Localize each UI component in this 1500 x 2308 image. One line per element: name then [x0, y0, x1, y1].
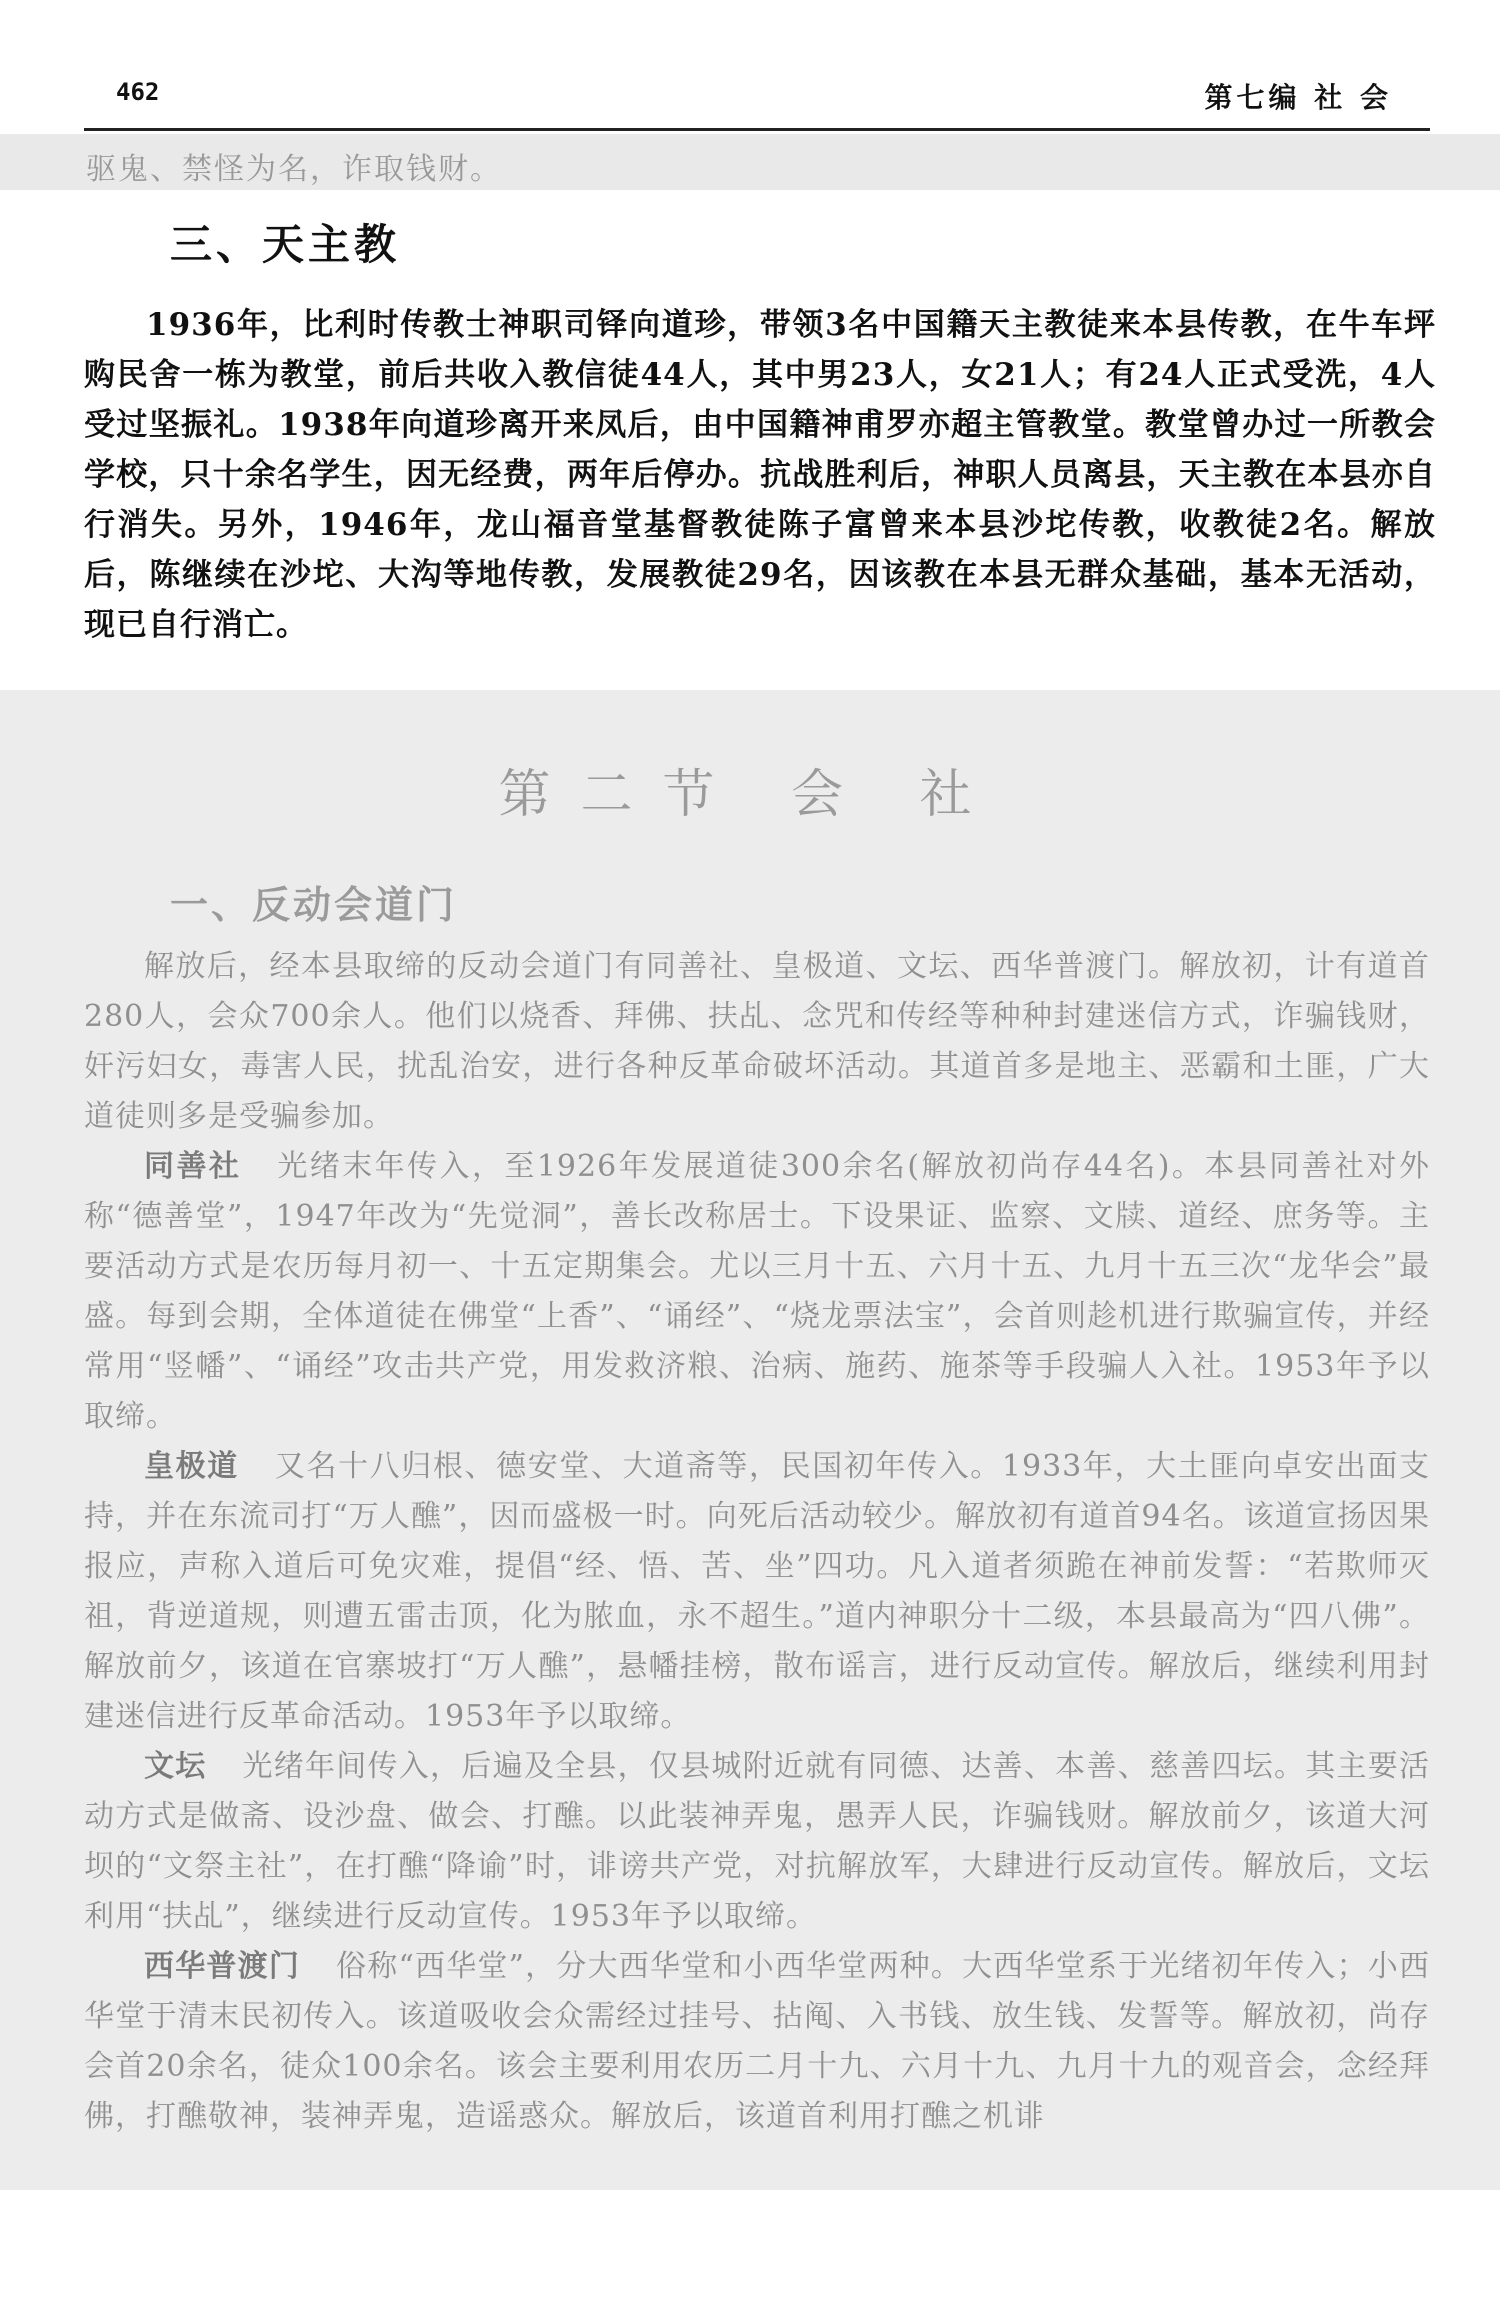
subsection-heading: 一、反动会道门 [170, 883, 458, 927]
running-head: 第七编 社 会 [1204, 81, 1392, 114]
page-header [84, 72, 1406, 122]
top-faded-band [0, 134, 1500, 190]
entry-text: 俗称“西华堂”，分大西华堂和小西华堂两种。大西华堂系于光绪初年传入；小西华堂于清末民初传入。该道吸收会众需经过挂号、拈阄、入书钱、放生钱、发誓等。解放初，尚存会首20余名，徒众100余名。该会主要利用农历二月十九、六月十九、九月十九的观音会，念经拜佛，打醮敬神，装神弄鬼，造谣惑众。解放后，该道首利用打醮之机诽 [84, 1949, 1430, 2134]
entry-paragraph [84, 1142, 1430, 1442]
entry-text: 光绪末年传入，至1926年发展道徒300余名(解放初尚存44名)。本县同善社对外称“德善堂”，1947年改为“先觉洞”，善长改称居士。下设果证、监察、文牍、道经、庶务等。主要活动方式是农历每月初一、十五定期集会。尤以三月十五、六月十五、九月十五三次“龙华会”最盛。每到会期，全体道徒在佛堂“上香”、“诵经”、“烧龙票法宝”，会首则趁机进行欺骗宣传，并经常用“竖幡”、“诵经”攻击共产党，用发救济粮、治病、施药、施茶等手段骗人入社。1953年予以取缔。 [84, 1149, 1430, 1434]
section-paragraph: 1936年，比利时传教士神职司铎向道珍，带领3名中国籍天主教徒来本县传教，在牛车坪购民舍一栋为教堂，前后共收入教信徒44人，其中男23人，女21人；有24人正式受洗，4人受过坚振礼。1938年向道珍离开来凤后，由中国籍神甫罗亦超主管教堂。教堂曾办过一所教会学校，只十余名学生，因无经费，两年后停办。抗战胜利后，神职人员离县，天主教在本县亦自行消失。另外，1946年，龙山福音堂基督教徒陈子富曾来本县沙坨传教，收教徒2名。解放后，陈继续在沙坨、大沟等地传教，发展教徒29名，因该教在本县无群众基础，基本无活动，现已自行消亡。 [84, 307, 1436, 643]
entry-paragraph [84, 1742, 1430, 1942]
section-catholicism [84, 212, 1436, 650]
entry-term: 皇极道 [144, 1449, 239, 1484]
entry-term: 文坛 [144, 1749, 207, 1784]
bottom-faded-band [0, 690, 1500, 2190]
entry-paragraph [84, 1942, 1430, 2142]
section-heading: 三、天主教 [170, 220, 401, 269]
chapter-title: 第二节 会 社 [498, 765, 1002, 825]
intro-paragraph: 解放后，经本县取缔的反动会道门有同善社、皇极道、文坛、西华普渡门。解放初，计有道首280人，会众700余人。他们以烧香、拜佛、扶乩、念咒和传经等种种封建迷信方式，诈骗钱财，奸污妇女，毒害人民，扰乱治安，进行各种反革命破坏活动。其道首多是地主、恶霸和土匪，广大道徒则多是受骗参加。 [84, 949, 1430, 1134]
entry-paragraph [84, 1442, 1430, 1742]
subsection-body [84, 942, 1430, 2142]
header-rule [84, 128, 1430, 131]
page-number: 462 [116, 78, 160, 106]
entry-term: 同善社 [144, 1149, 242, 1184]
entry-text: 又名十八归根、德安堂、大道斋等，民国初年传入。1933年，大土匪向卓安出面支持，并在东流司打“万人醮”，因而盛极一时。向死后活动较少。解放初有道首94名。该道宣扬因果报应，声称入道后可免灾难，提倡“经、悟、苦、坐”四功。凡入道者须跪在神前发誓：“若欺师灭祖，背逆道规，则遭五雷击顶，化为脓血，永不超生。”道内神职分十二级，本县最高为“四八佛”。解放前夕，该道在官寨坡打“万人醮”，悬幡挂榜，散布谣言，进行反动宣传。解放后，继续利用封建迷信进行反革命活动。1953年予以取缔。 [84, 1449, 1430, 1734]
entry-text: 光绪年间传入，后遍及全县，仅县城附近就有同德、达善、本善、慈善四坛。其主要活动方式是做斋、设沙盘、做会、打醮。以此装神弄鬼，愚弄人民，诈骗钱财。解放前夕，该道大河坝的“文祭主社”，在打醮“降谕”时，诽谤共产党，对抗解放军，大肆进行反动宣传。解放后，文坛利用“扶乩”，继续进行反动宣传。1953年予以取缔。 [84, 1749, 1431, 1934]
continued-line: 驱鬼、禁怪为名，诈取钱财。 [86, 152, 502, 187]
entry-term: 西华普渡门 [144, 1949, 301, 1984]
